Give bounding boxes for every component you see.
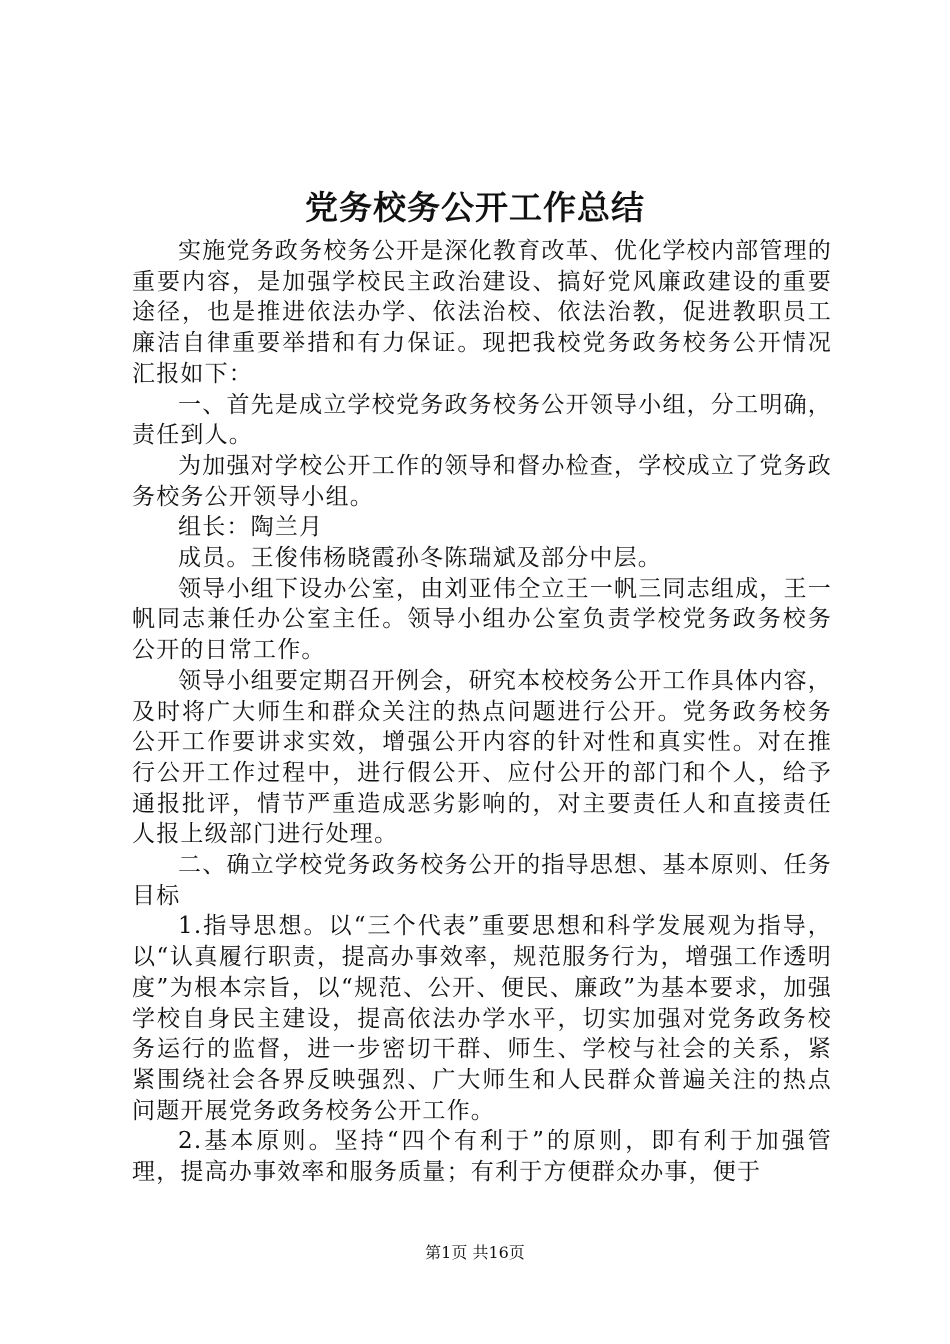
- document-title: 党务校务公开工作总结: [305, 188, 645, 227]
- paragraph-guiding-ideology: 1.指导思想。以“三个代表”重要思想和科学发展观为指导，以“认真履行职责，提高办事效率，规范服务行为，增强工作透明度”为根本宗旨，以“规范、公开、便民、廉政”为基本要求，加强学校自身民主建设，提高依法办学水平，切实加强对党务政务校务运行的监督，进一步密切干群、师生、学校与社会的关系，紧紧围绕社会各界反映强烈、广大师生和人民群众普遍关注的热点问题开展党务政务校务公开工作。: [132, 913, 832, 1124]
- document-body: [132, 236, 832, 1188]
- page-footer: 第1页 共16页: [425, 1243, 525, 1262]
- paragraph-group-members: 成员。王俊伟杨晓霞孙冬陈瑞斌及部分中层。: [178, 545, 662, 572]
- paragraph-meetings: 领导小组要定期召开例会，研究本校校务公开工作具体内容，及时将广大师生和群众关注的热点问题进行公开。党务政务校务公开工作要讲求实效，增强公开内容的针对性和真实性。对在推行公开工作过程中，进行假公开、应付公开的部门和个人，给予通报批评，情节严重造成恶劣影响的，对主要责任人和直接责任人报上级部门进行处理。: [132, 667, 832, 848]
- paragraph-leadership-group: 为加强对学校公开工作的领导和督办检查，学校成立了党务政务校务公开领导小组。: [132, 452, 832, 510]
- paragraph-section-two-heading: 二、确立学校党务政务校务公开的指导思想、基本原则、任务目标: [132, 852, 832, 909]
- paragraph-section-one-heading: 一、首先是成立学校党务政务校务公开领导小组，分工明确，责任到人。: [132, 391, 832, 449]
- paragraph-intro: 实施党务政务校务公开是深化教育改革、优化学校内部管理的重要内容，是加强学校民主政治建设、搞好党风廉政建设的重要途径，也是推进依法办学、依法治校、依法治教，促进教职员工廉洁自律重要举措和有力保证。现把我校党务政务校务公开情况汇报如下：: [132, 238, 832, 387]
- paragraph-office: 领导小组下设办公室，由刘亚伟仝立王一帆三同志组成，王一帆同志兼任办公室主任。领导小组办公室负责学校党务政务校务公开的日常工作。: [132, 575, 832, 664]
- paragraph-group-leader: 组长：陶兰月: [178, 514, 324, 541]
- paragraph-basic-principles: 2.基本原则。坚持“四个有利于”的原则，即有利于加强管理，提高办事效率和服务质量；有利于方便群众办事，便于: [132, 1128, 832, 1186]
